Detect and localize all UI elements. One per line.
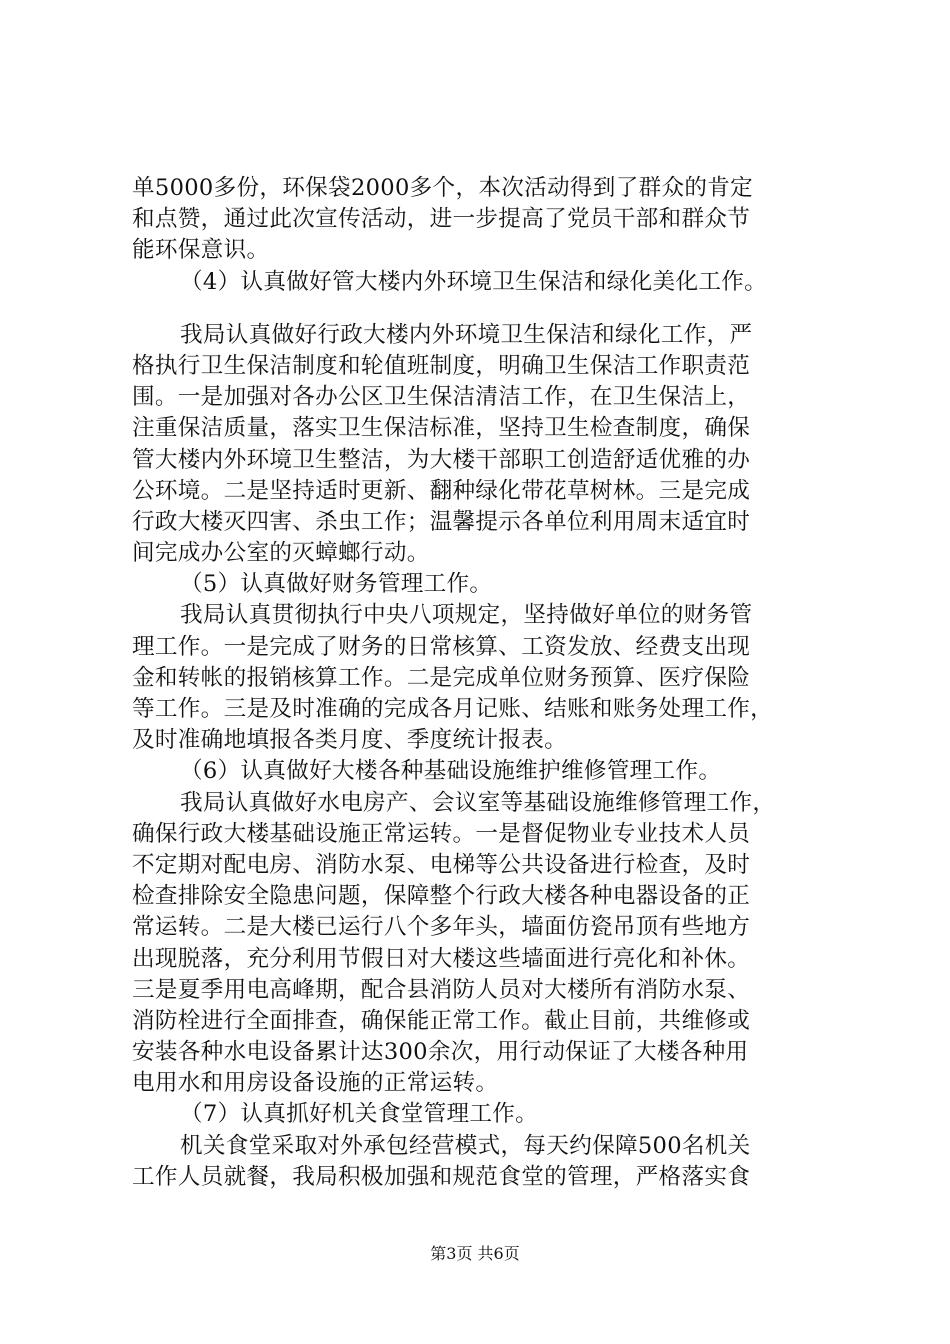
text-line: 消防栓进行全面排查，确保能正常工作。截止目前，共维修或 — [132, 1007, 751, 1034]
text-line: 能环保意识。 — [132, 237, 270, 264]
text-line: 常运转。二是大楼已运行八个多年头，墙面仿瓷吊顶有些地方 — [132, 914, 751, 941]
section-heading: （5）认真做好财务管理工作。 — [180, 571, 493, 598]
text-line: 管大楼内外环境卫生整洁，为大楼干部职工创造舒适优雅的办 — [132, 446, 751, 473]
text-line: 围。一是加强对各办公区卫生保洁清洁工作，在卫生保洁上， — [132, 384, 751, 411]
text-line: 及时准确地填报各类月度、季度统计报表。 — [132, 727, 567, 754]
text-line: 格执行卫生保洁制度和轮值班制度，明确卫生保洁工作职责范 — [132, 352, 751, 379]
text-line: 注重保洁质量，落实卫生保洁标准，坚持卫生检查制度，确保 — [132, 415, 751, 442]
text-line: 和点赞，通过此次宣传活动，进一步提高了党员干部和群众节 — [132, 206, 751, 233]
text-line: 金和转帐的报销核算工作。二是完成单位财务预算、医疗保险 — [132, 664, 751, 691]
text-line: 确保行政大楼基础设施正常运转。一是督促物业专业技术人员 — [132, 820, 751, 847]
paragraph-start: 机关食堂采取对外承包经营模式，每天约保障500名机关 — [180, 1132, 751, 1159]
text-line: 不定期对配电房、消防水泵、电梯等公共设备进行检查，及时 — [132, 851, 751, 878]
paragraph-start: 我局认真做好水电房产、会议室等基础设施维修管理工作， — [180, 789, 776, 816]
section-heading: （7）认真抓好机关食堂管理工作。 — [180, 1101, 539, 1128]
text-line: 电用水和用房设备设施的正常运转。 — [132, 1070, 499, 1097]
text-line: 等工作。三是及时准确的完成各月记账、结账和账务处理工作， — [132, 696, 774, 722]
paragraph-start: 我局认真做好行政大楼内外环境卫生保洁和绿化工作，严 — [180, 321, 753, 348]
section-heading: （6）认真做好大楼各种基础设施维护维修管理工作。 — [180, 758, 722, 785]
text-line: 间完成办公室的灭蟑螂行动。 — [132, 540, 430, 567]
document-body — [132, 173, 832, 1193]
spacer — [132, 298, 832, 320]
text-line: 工作人员就餐，我局积极加强和规范食堂的管理，严格落实食 — [132, 1163, 751, 1190]
paragraph-start: 我局认真贯彻执行中央八项规定，坚持做好单位的财务管 — [180, 602, 753, 629]
text-line: 安装各种水电设备累计达300余次，用行动保证了大楼各种用 — [132, 1039, 749, 1066]
text-line: 行政大楼灭四害、杀虫工作；温馨提示各单位利用周末适宜时 — [132, 508, 751, 535]
page-footer: 第3页 共6页 — [430, 1244, 520, 1263]
text-line: 三是夏季用电高峰期，配合县消防人员对大楼所有消防水泵、 — [132, 976, 751, 1003]
text-line: 单5000多份，环保袋2000多个，本次活动得到了群众的肯定 — [132, 175, 754, 201]
section-heading: （4）认真做好管大楼内外环境卫生保洁和绿化美化工作。 — [180, 268, 768, 295]
text-line: 检查排除安全隐患问题，保障整个行政大楼各种电器设备的正 — [132, 883, 751, 910]
text-line: 公环境。二是坚持适时更新、翻种绿化带花草树林。三是完成 — [132, 477, 751, 504]
text-line: 出现脱落，充分利用节假日对大楼这些墙面进行亮化和补休。 — [132, 945, 751, 972]
text-line: 理工作。一是完成了财务的日常核算、工资发放、经费支出现 — [132, 633, 751, 660]
